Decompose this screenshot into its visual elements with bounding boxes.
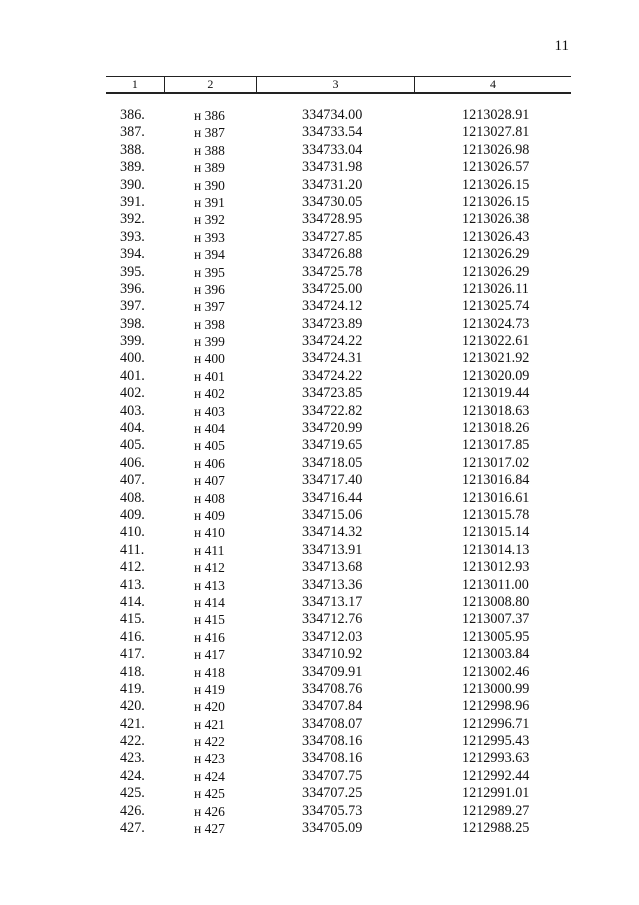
table-row	[106, 490, 571, 507]
coordinate-x: 334707.75	[302, 767, 363, 784]
point-name: н 386	[194, 108, 225, 123]
coordinate-x: 334724.31	[302, 350, 363, 367]
table-row	[106, 420, 571, 437]
table-row	[106, 472, 571, 489]
table-row	[106, 333, 571, 350]
coordinate-x: 334716.44	[302, 489, 363, 506]
table-row	[106, 107, 571, 124]
column-header-row	[106, 76, 571, 94]
coordinate-x: 334723.89	[302, 315, 363, 332]
coordinate-x: 334714.32	[302, 524, 363, 541]
coordinate-y: 1213018.63	[462, 402, 530, 419]
coordinate-y: 1212989.27	[462, 802, 530, 819]
row-number: 420.	[120, 698, 145, 715]
table-row	[106, 455, 571, 472]
coordinate-y: 1213020.09	[462, 367, 530, 384]
row-number: 417.	[120, 646, 145, 663]
coordinate-y: 1213026.43	[462, 228, 530, 245]
table-row	[106, 211, 571, 228]
point-name: н 394	[194, 247, 225, 263]
point-name: н 414	[194, 594, 225, 610]
row-number: 392.	[120, 211, 145, 228]
point-name: н 392	[194, 212, 225, 228]
table-row	[106, 264, 571, 281]
row-number: 393.	[120, 228, 145, 245]
coordinate-x: 334719.65	[302, 437, 363, 454]
table-row	[106, 750, 571, 767]
table-row	[106, 229, 571, 246]
table-row	[106, 733, 571, 750]
row-number: 389.	[120, 159, 145, 176]
table-row	[106, 542, 571, 559]
point-name: н 391	[194, 194, 225, 210]
coordinate-x: 334710.92	[302, 646, 363, 663]
table-row	[106, 385, 571, 402]
coordinates-table-body	[106, 107, 571, 837]
coordinate-x: 334722.82	[302, 402, 363, 419]
point-name: н 390	[194, 177, 225, 193]
row-number: 395.	[120, 263, 145, 280]
table-row	[106, 281, 571, 298]
coordinate-x: 334730.05	[302, 193, 363, 210]
coordinate-y: 1213028.91	[462, 107, 530, 123]
point-name: н 418	[194, 664, 225, 680]
table-row	[106, 681, 571, 698]
coordinate-x: 334725.78	[302, 263, 363, 280]
point-name: н 410	[194, 525, 225, 541]
coordinate-y: 1212998.96	[462, 698, 530, 715]
coordinate-y: 1212995.43	[462, 733, 530, 750]
row-number: 399.	[120, 333, 145, 350]
coordinate-x: 334724.22	[302, 367, 363, 384]
row-number: 397.	[120, 298, 145, 315]
point-name: н 398	[194, 316, 225, 332]
point-name: н 416	[194, 629, 225, 645]
row-number: 414.	[120, 593, 145, 610]
point-name: н 407	[194, 473, 225, 489]
row-number: 416.	[120, 628, 145, 645]
point-name: н 387	[194, 125, 225, 141]
point-name: н 399	[194, 334, 225, 350]
coordinate-x: 334724.22	[302, 333, 363, 350]
table-row	[106, 803, 571, 820]
coordinate-y: 1213026.29	[462, 263, 530, 280]
row-number: 398.	[120, 315, 145, 332]
table-row	[106, 437, 571, 454]
coordinate-y: 1213022.61	[462, 333, 530, 350]
table-row	[106, 716, 571, 733]
row-number: 413.	[120, 576, 145, 593]
coordinate-x: 334723.85	[302, 385, 363, 402]
coordinate-y: 1213024.73	[462, 315, 530, 332]
coordinate-y: 1213005.95	[462, 628, 530, 645]
coordinate-y: 1213008.80	[462, 593, 530, 610]
point-name: н 425	[194, 786, 225, 802]
coordinate-x: 334705.09	[302, 820, 363, 837]
coordinate-x: 334705.73	[302, 802, 363, 819]
table-row	[106, 403, 571, 420]
row-number: 406.	[120, 454, 145, 471]
row-number: 402.	[120, 385, 145, 402]
row-number: 426.	[120, 802, 145, 819]
point-name: н 401	[194, 368, 225, 384]
coordinate-y: 1213016.61	[462, 489, 530, 506]
coordinate-x: 334725.00	[302, 280, 363, 297]
point-name: н 395	[194, 264, 225, 280]
point-name: н 405	[194, 438, 225, 454]
point-name: н 388	[194, 142, 225, 158]
row-number: 419.	[120, 680, 145, 697]
row-number: 387.	[120, 124, 145, 141]
table-row	[106, 594, 571, 611]
table-row	[106, 159, 571, 176]
point-name: н 420	[194, 699, 225, 715]
coordinate-y: 1212993.63	[462, 750, 530, 767]
row-number: 391.	[120, 193, 145, 210]
point-name: н 421	[194, 716, 225, 732]
coordinate-y: 1213026.38	[462, 211, 530, 228]
point-name: н 426	[194, 803, 225, 819]
coordinate-y: 1213016.84	[462, 472, 530, 489]
point-name: н 393	[194, 229, 225, 245]
table-row	[106, 664, 571, 681]
coordinate-x: 334733.04	[302, 141, 363, 158]
table-row	[106, 524, 571, 541]
coordinate-y: 1213026.15	[462, 176, 530, 193]
row-number: 410.	[120, 524, 145, 541]
coordinate-x: 334718.05	[302, 454, 363, 471]
row-number: 405.	[120, 437, 145, 454]
table-row	[106, 124, 571, 141]
row-number: 408.	[120, 489, 145, 506]
point-name: н 422	[194, 734, 225, 750]
column-header-3: 3	[257, 77, 415, 94]
coordinate-x: 334713.36	[302, 576, 363, 593]
row-number: 386.	[120, 107, 145, 123]
coordinate-x: 334713.68	[302, 559, 363, 576]
coordinate-y: 1213026.98	[462, 141, 530, 158]
coordinate-y: 1213017.85	[462, 437, 530, 454]
point-name: н 424	[194, 768, 225, 784]
page-number: 11	[554, 38, 569, 54]
row-number: 424.	[120, 767, 145, 784]
coordinate-x: 334708.76	[302, 680, 363, 697]
coordinate-x: 334708.16	[302, 750, 363, 767]
table-row	[106, 246, 571, 263]
coordinate-x: 334726.88	[302, 246, 363, 263]
table-row	[106, 577, 571, 594]
coordinate-y: 1213002.46	[462, 663, 530, 680]
row-number: 394.	[120, 246, 145, 263]
table-row	[106, 316, 571, 333]
row-number: 415.	[120, 611, 145, 628]
coordinate-x: 334731.98	[302, 159, 363, 176]
point-name: н 427	[194, 821, 225, 837]
coordinate-x: 334709.91	[302, 663, 363, 680]
row-number: 427.	[120, 820, 145, 837]
column-header-1: 1	[106, 77, 164, 94]
coordinate-y: 1213025.74	[462, 298, 530, 315]
table-row	[106, 785, 571, 802]
coordinate-x: 334713.17	[302, 593, 363, 610]
point-name: н 406	[194, 455, 225, 471]
point-name: н 409	[194, 507, 225, 523]
coordinate-y: 1213017.02	[462, 454, 530, 471]
coordinate-x: 334727.85	[302, 228, 363, 245]
table-row	[106, 646, 571, 663]
coordinate-y: 1213027.81	[462, 124, 530, 141]
coordinate-x: 334720.99	[302, 420, 363, 437]
coordinate-y: 1213012.93	[462, 559, 530, 576]
coordinate-x: 334712.76	[302, 611, 363, 628]
coordinate-x: 334707.25	[302, 785, 363, 802]
row-number: 411.	[120, 541, 145, 558]
point-name: н 396	[194, 281, 225, 297]
point-name: н 400	[194, 351, 225, 367]
row-number: 403.	[120, 402, 145, 419]
column-header-2: 2	[164, 77, 256, 94]
point-name: н 402	[194, 386, 225, 402]
coordinate-x: 334724.12	[302, 298, 363, 315]
coordinate-y: 1213026.15	[462, 193, 530, 210]
row-number: 388.	[120, 141, 145, 158]
coordinate-x: 334734.00	[302, 107, 363, 123]
row-number: 400.	[120, 350, 145, 367]
table-row	[106, 298, 571, 315]
coordinate-x: 334712.03	[302, 628, 363, 645]
coordinate-y: 1212996.71	[462, 715, 530, 732]
coordinate-x: 334731.20	[302, 176, 363, 193]
coordinate-x: 334728.95	[302, 211, 363, 228]
coordinate-y: 1213015.14	[462, 524, 530, 541]
coordinate-y: 1213019.44	[462, 385, 530, 402]
point-name: н 408	[194, 490, 225, 506]
row-number: 404.	[120, 420, 145, 437]
coordinate-y: 1213026.29	[462, 246, 530, 263]
row-number: 412.	[120, 559, 145, 576]
row-number: 422.	[120, 733, 145, 750]
point-name: н 411	[194, 542, 225, 558]
row-number: 409.	[120, 506, 145, 523]
row-number: 396.	[120, 280, 145, 297]
coordinate-y: 1212988.25	[462, 820, 530, 837]
point-name: н 423	[194, 751, 225, 767]
table-row	[106, 559, 571, 576]
row-number: 425.	[120, 785, 145, 802]
coordinate-y: 1213014.13	[462, 541, 530, 558]
point-name: н 413	[194, 577, 225, 593]
column-header-4: 4	[415, 77, 572, 94]
coordinate-y: 1213021.92	[462, 350, 530, 367]
coordinate-y: 1212991.01	[462, 785, 530, 802]
row-number: 401.	[120, 367, 145, 384]
coordinate-x: 334717.40	[302, 472, 363, 489]
point-name: н 415	[194, 612, 225, 628]
point-name: н 412	[194, 560, 225, 576]
point-name: н 403	[194, 403, 225, 419]
row-number: 390.	[120, 176, 145, 193]
coordinate-x: 334707.84	[302, 698, 363, 715]
coordinate-y: 1213003.84	[462, 646, 530, 663]
row-number: 421.	[120, 715, 145, 732]
coordinate-y: 1213026.11	[462, 280, 529, 297]
table-row	[106, 177, 571, 194]
coordinate-y: 1213018.26	[462, 420, 530, 437]
coordinate-y: 1213007.37	[462, 611, 530, 628]
coordinate-x: 334733.54	[302, 124, 363, 141]
point-name: н 397	[194, 299, 225, 315]
coordinate-y: 1213015.78	[462, 506, 530, 523]
coordinate-y: 1213026.57	[462, 159, 530, 176]
coordinate-x: 334715.06	[302, 506, 363, 523]
table-row	[106, 350, 571, 367]
coordinate-x: 334708.16	[302, 733, 363, 750]
row-number: 423.	[120, 750, 145, 767]
table-row	[106, 629, 571, 646]
point-name: н 417	[194, 647, 225, 663]
table-row	[106, 507, 571, 524]
table-row	[106, 611, 571, 628]
coordinate-y: 1212992.44	[462, 767, 530, 784]
row-number: 418.	[120, 663, 145, 680]
table-row	[106, 768, 571, 785]
point-name: н 389	[194, 160, 225, 176]
table-row	[106, 368, 571, 385]
coordinate-x: 334713.91	[302, 541, 363, 558]
coordinate-x: 334708.07	[302, 715, 363, 732]
point-name: н 419	[194, 681, 225, 697]
point-name: н 404	[194, 421, 225, 437]
table-row	[106, 194, 571, 211]
table-row	[106, 142, 571, 159]
row-number: 407.	[120, 472, 145, 489]
coordinate-y: 1213011.00	[462, 576, 529, 593]
coordinate-y: 1213000.99	[462, 680, 530, 697]
table-row	[106, 820, 571, 837]
table-row	[106, 698, 571, 715]
